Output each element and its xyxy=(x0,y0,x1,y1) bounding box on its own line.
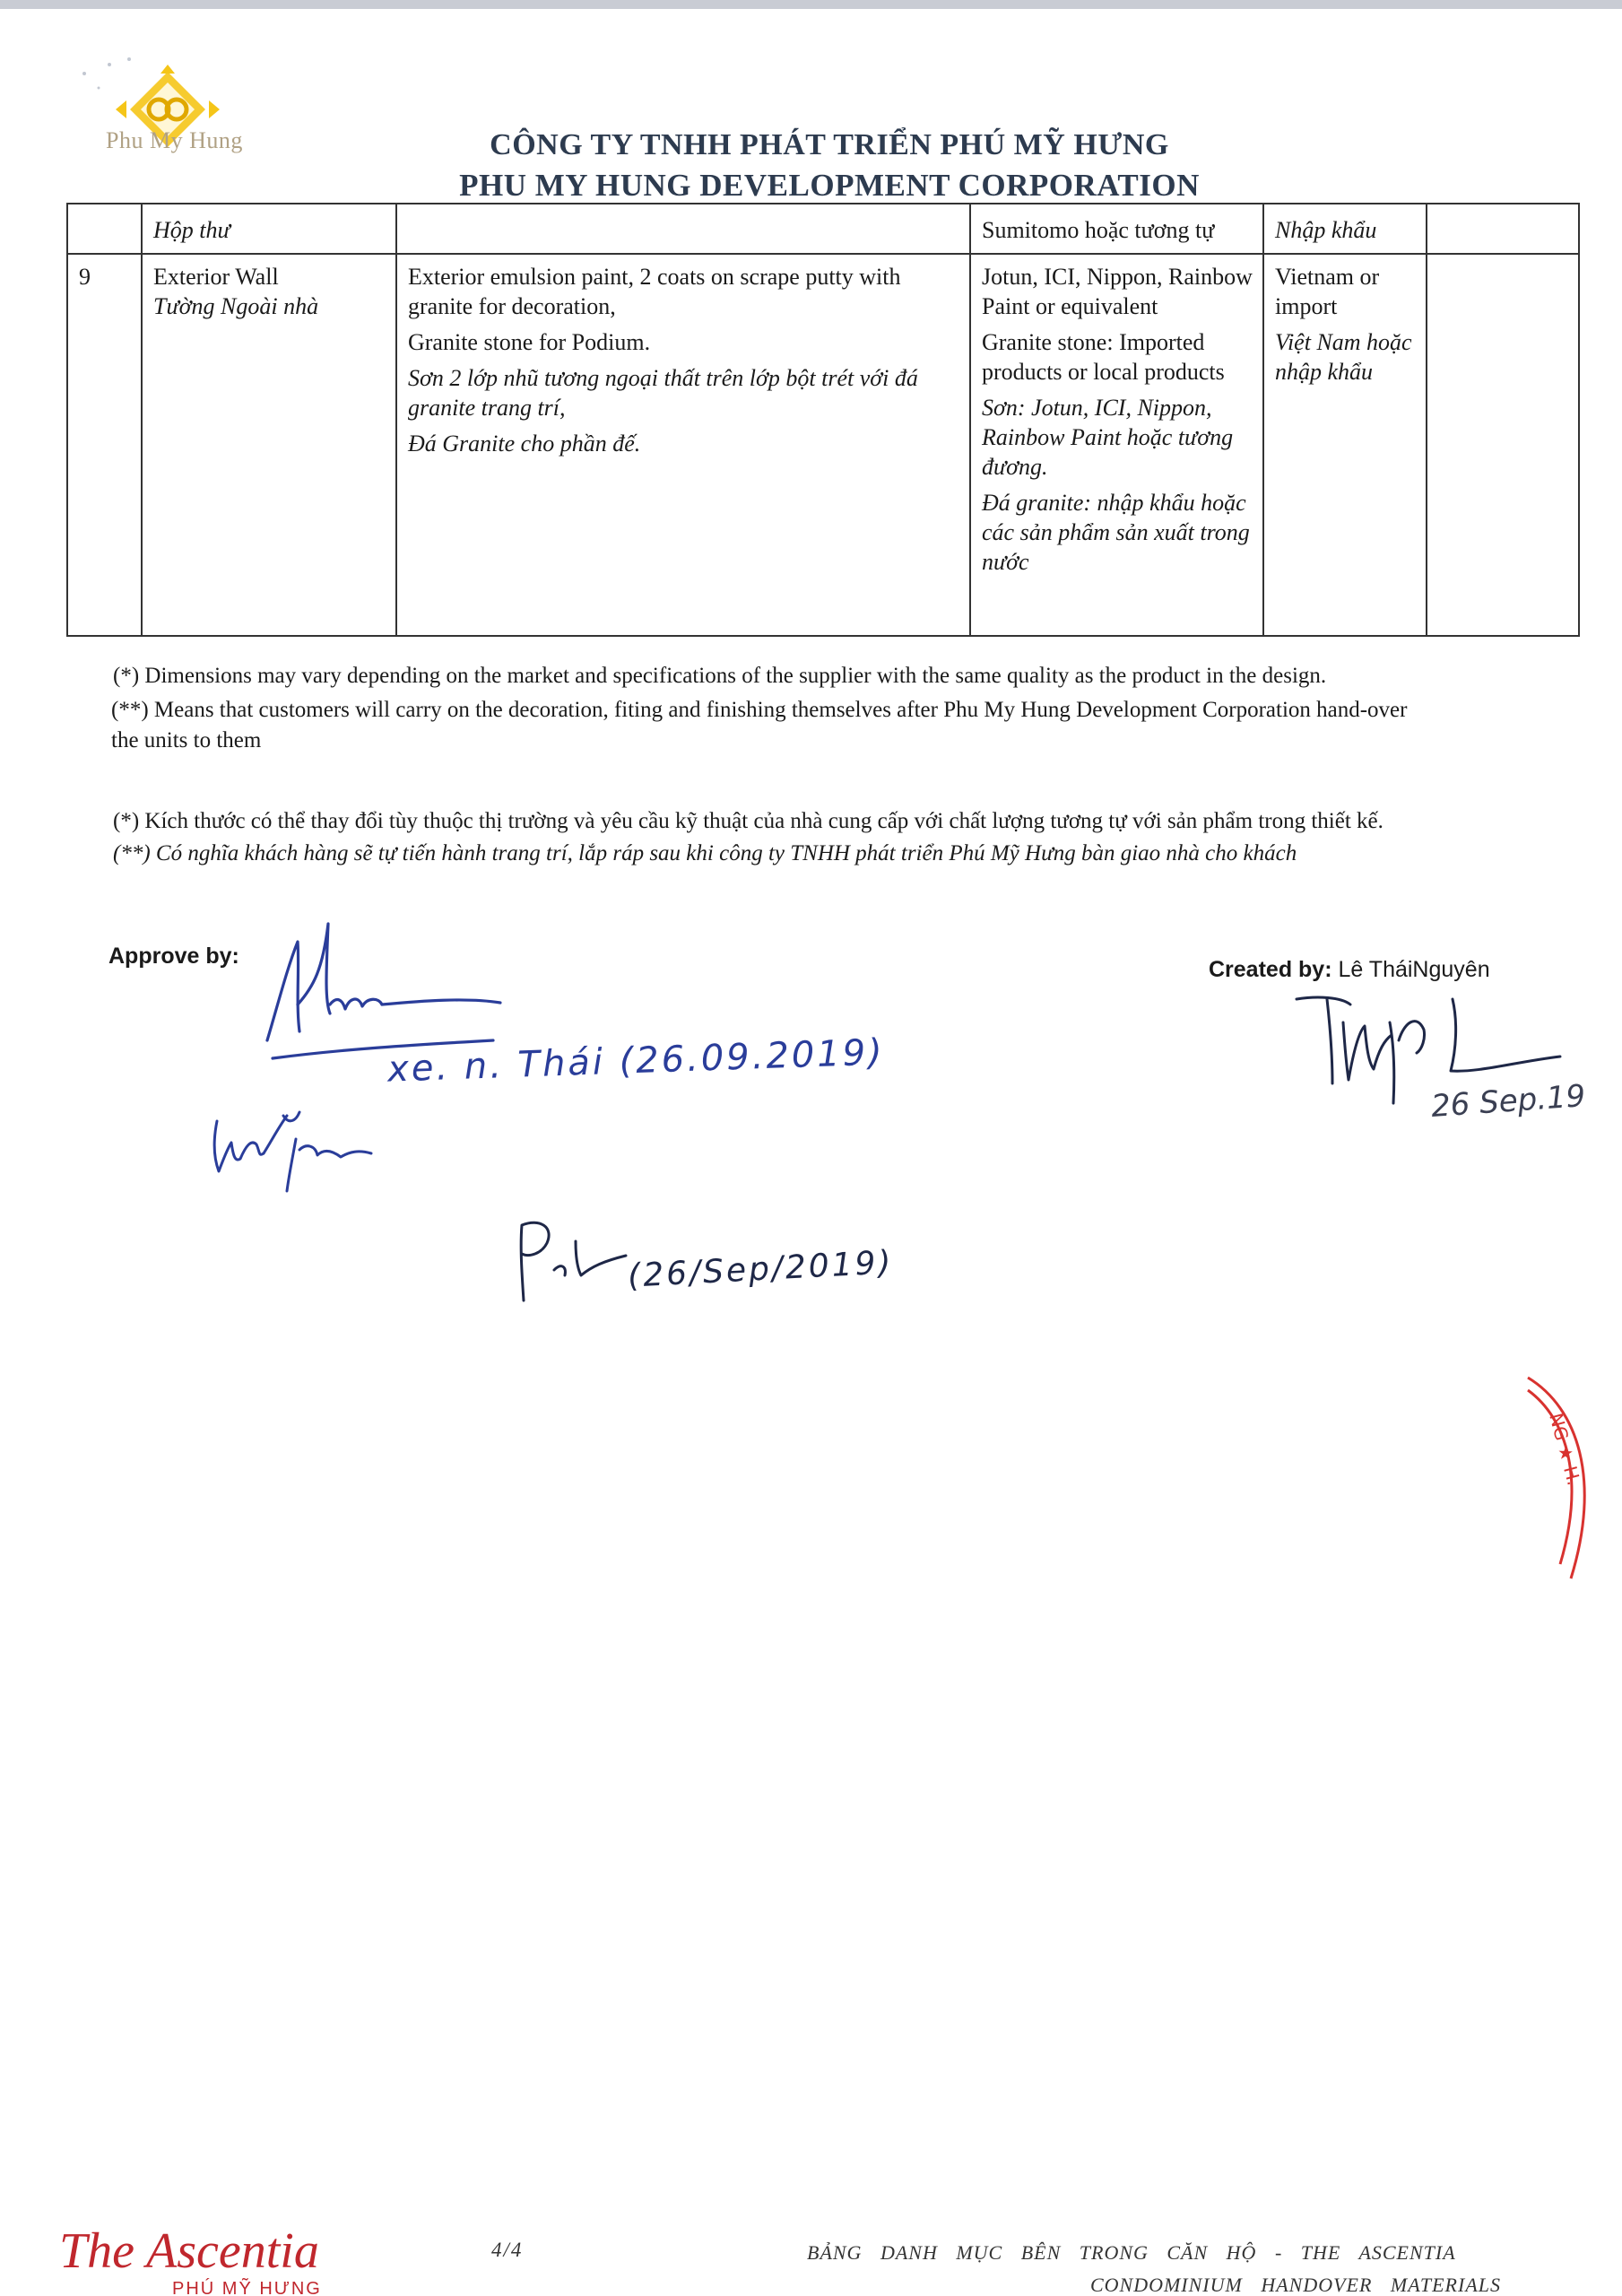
materials-table xyxy=(66,203,1580,637)
third-signature-date: (26/Sep/2019) xyxy=(627,1244,895,1295)
logo-text: Phu My Hung xyxy=(106,127,243,153)
desc-vn-1: Sơn 2 lớp nhũ tương ngoại thất trên lớp bột trét với đá granite trang trí, xyxy=(408,365,918,421)
note-en-1: (*) Dimensions may vary depending on the market and specifications of the supplier with the same quality as the product in the design. xyxy=(113,664,1327,688)
company-name-vn: CÔNG TY TNHH PHÁT TRIỂN PHÚ MỸ HƯNG xyxy=(490,128,1169,161)
table-cell xyxy=(396,204,970,254)
note-en-2-continued: the units to them xyxy=(111,728,262,752)
table-cell xyxy=(1427,254,1579,636)
approver-signature-icon xyxy=(260,915,529,1067)
company-stamp-icon xyxy=(1515,1372,1614,1587)
note-vn-2: (**) Có nghĩa khách hàng sẽ tự tiến hành trang trí, lắp ráp sau khi công ty TNHH phát triển Phú Mỹ Hưng bàn giao nhà cho khách xyxy=(113,841,1297,865)
table-cell-item xyxy=(142,254,396,636)
second-approver-signature-icon xyxy=(206,1103,395,1202)
notes-english xyxy=(113,661,1548,756)
company-header xyxy=(377,126,1282,206)
table-cell-supplier: Sumitomo hoặc tương tự xyxy=(970,204,1263,254)
table-row xyxy=(67,204,1579,254)
origin-vn: Việt Nam hoặc nhập khẩu xyxy=(1275,329,1412,385)
table-cell-description xyxy=(396,254,970,636)
origin-en: Vietnam or import xyxy=(1275,264,1380,319)
page-number: 4/4 xyxy=(491,2239,524,2261)
desc-vn-2: Đá Granite cho phần đế. xyxy=(408,430,641,457)
supplier-vn-1: Sơn: Jotun, ICI, Nippon, Rainbow Paint hoặc tương đương. xyxy=(982,395,1234,480)
company-name-en: PHU MY HUNG DEVELOPMENT CORPORATION xyxy=(459,168,1200,203)
supplier-en-2: Granite stone: Imported products or local products xyxy=(982,329,1225,385)
table-cell-no: 9 xyxy=(67,254,142,636)
note-vn-1: (*) Kích thước có thể thay đổi tùy thuộc thị trường và yêu cầu kỹ thuật của nhà cung cấp với chất lượng tương tự với sản phẩm trong thiết kế. xyxy=(113,809,1383,833)
footer-brand-sub: PHÚ MỸ HƯNG xyxy=(172,2279,322,2296)
footer-title-line1: BẢNG DANH MỤC BÊN TRONG CĂN HỘ - THE ASCENTIA xyxy=(807,2241,1456,2264)
item-name-en: Exterior Wall xyxy=(153,264,279,290)
desc-en-1: Exterior emulsion paint, 2 coats on scrape putty with granite for decoration, xyxy=(408,264,901,319)
table-cell-supplier xyxy=(970,254,1263,636)
third-signature-icon xyxy=(511,1211,637,1309)
created-label: Created by: xyxy=(1209,957,1332,982)
desc-en-2: Granite stone for Podium. xyxy=(408,329,651,355)
stamp-text: NG ★ H. xyxy=(1545,1411,1585,1488)
notes-vietnamese xyxy=(113,805,1548,870)
footer-title-line2: CONDOMINIUM HANDOVER MATERIALS xyxy=(1089,2274,1501,2296)
note-en-2: (**) Means that customers will carry on the decoration, fiting and finishing themselves after Phu My Hung Development Corporation hand-over xyxy=(111,698,1408,722)
table-cell-origin xyxy=(1263,254,1427,636)
the-ascentia-logo-icon xyxy=(54,2215,341,2296)
approve-label: Approve by: xyxy=(108,944,239,969)
top-edge-rule xyxy=(0,0,1622,9)
item-name-vn: Tường Ngoài nhà xyxy=(153,293,319,319)
table-cell-origin: Nhập khẩu xyxy=(1263,204,1427,254)
table-cell xyxy=(67,204,142,254)
approver-annotation: xe. n. Thái (26.09.2019) xyxy=(386,1031,886,1091)
created-name: Lê TháiNguyên xyxy=(1338,957,1490,982)
supplier-vn-2: Đá granite: nhập khẩu hoặc các sản phẩm sản xuất trong nước xyxy=(982,490,1250,575)
footer-brand: The Ascentia xyxy=(59,2223,319,2279)
creator-date: 26 Sep.19 xyxy=(1429,1078,1587,1125)
supplier-en-1: Jotun, ICI, Nippon, Rainbow Paint or equivalent xyxy=(982,264,1253,319)
table-row xyxy=(67,254,1579,636)
table-cell xyxy=(1427,204,1579,254)
created-by xyxy=(1209,957,1490,983)
table-cell-item: Hộp thư xyxy=(142,204,396,254)
footer-title xyxy=(807,2237,1506,2296)
